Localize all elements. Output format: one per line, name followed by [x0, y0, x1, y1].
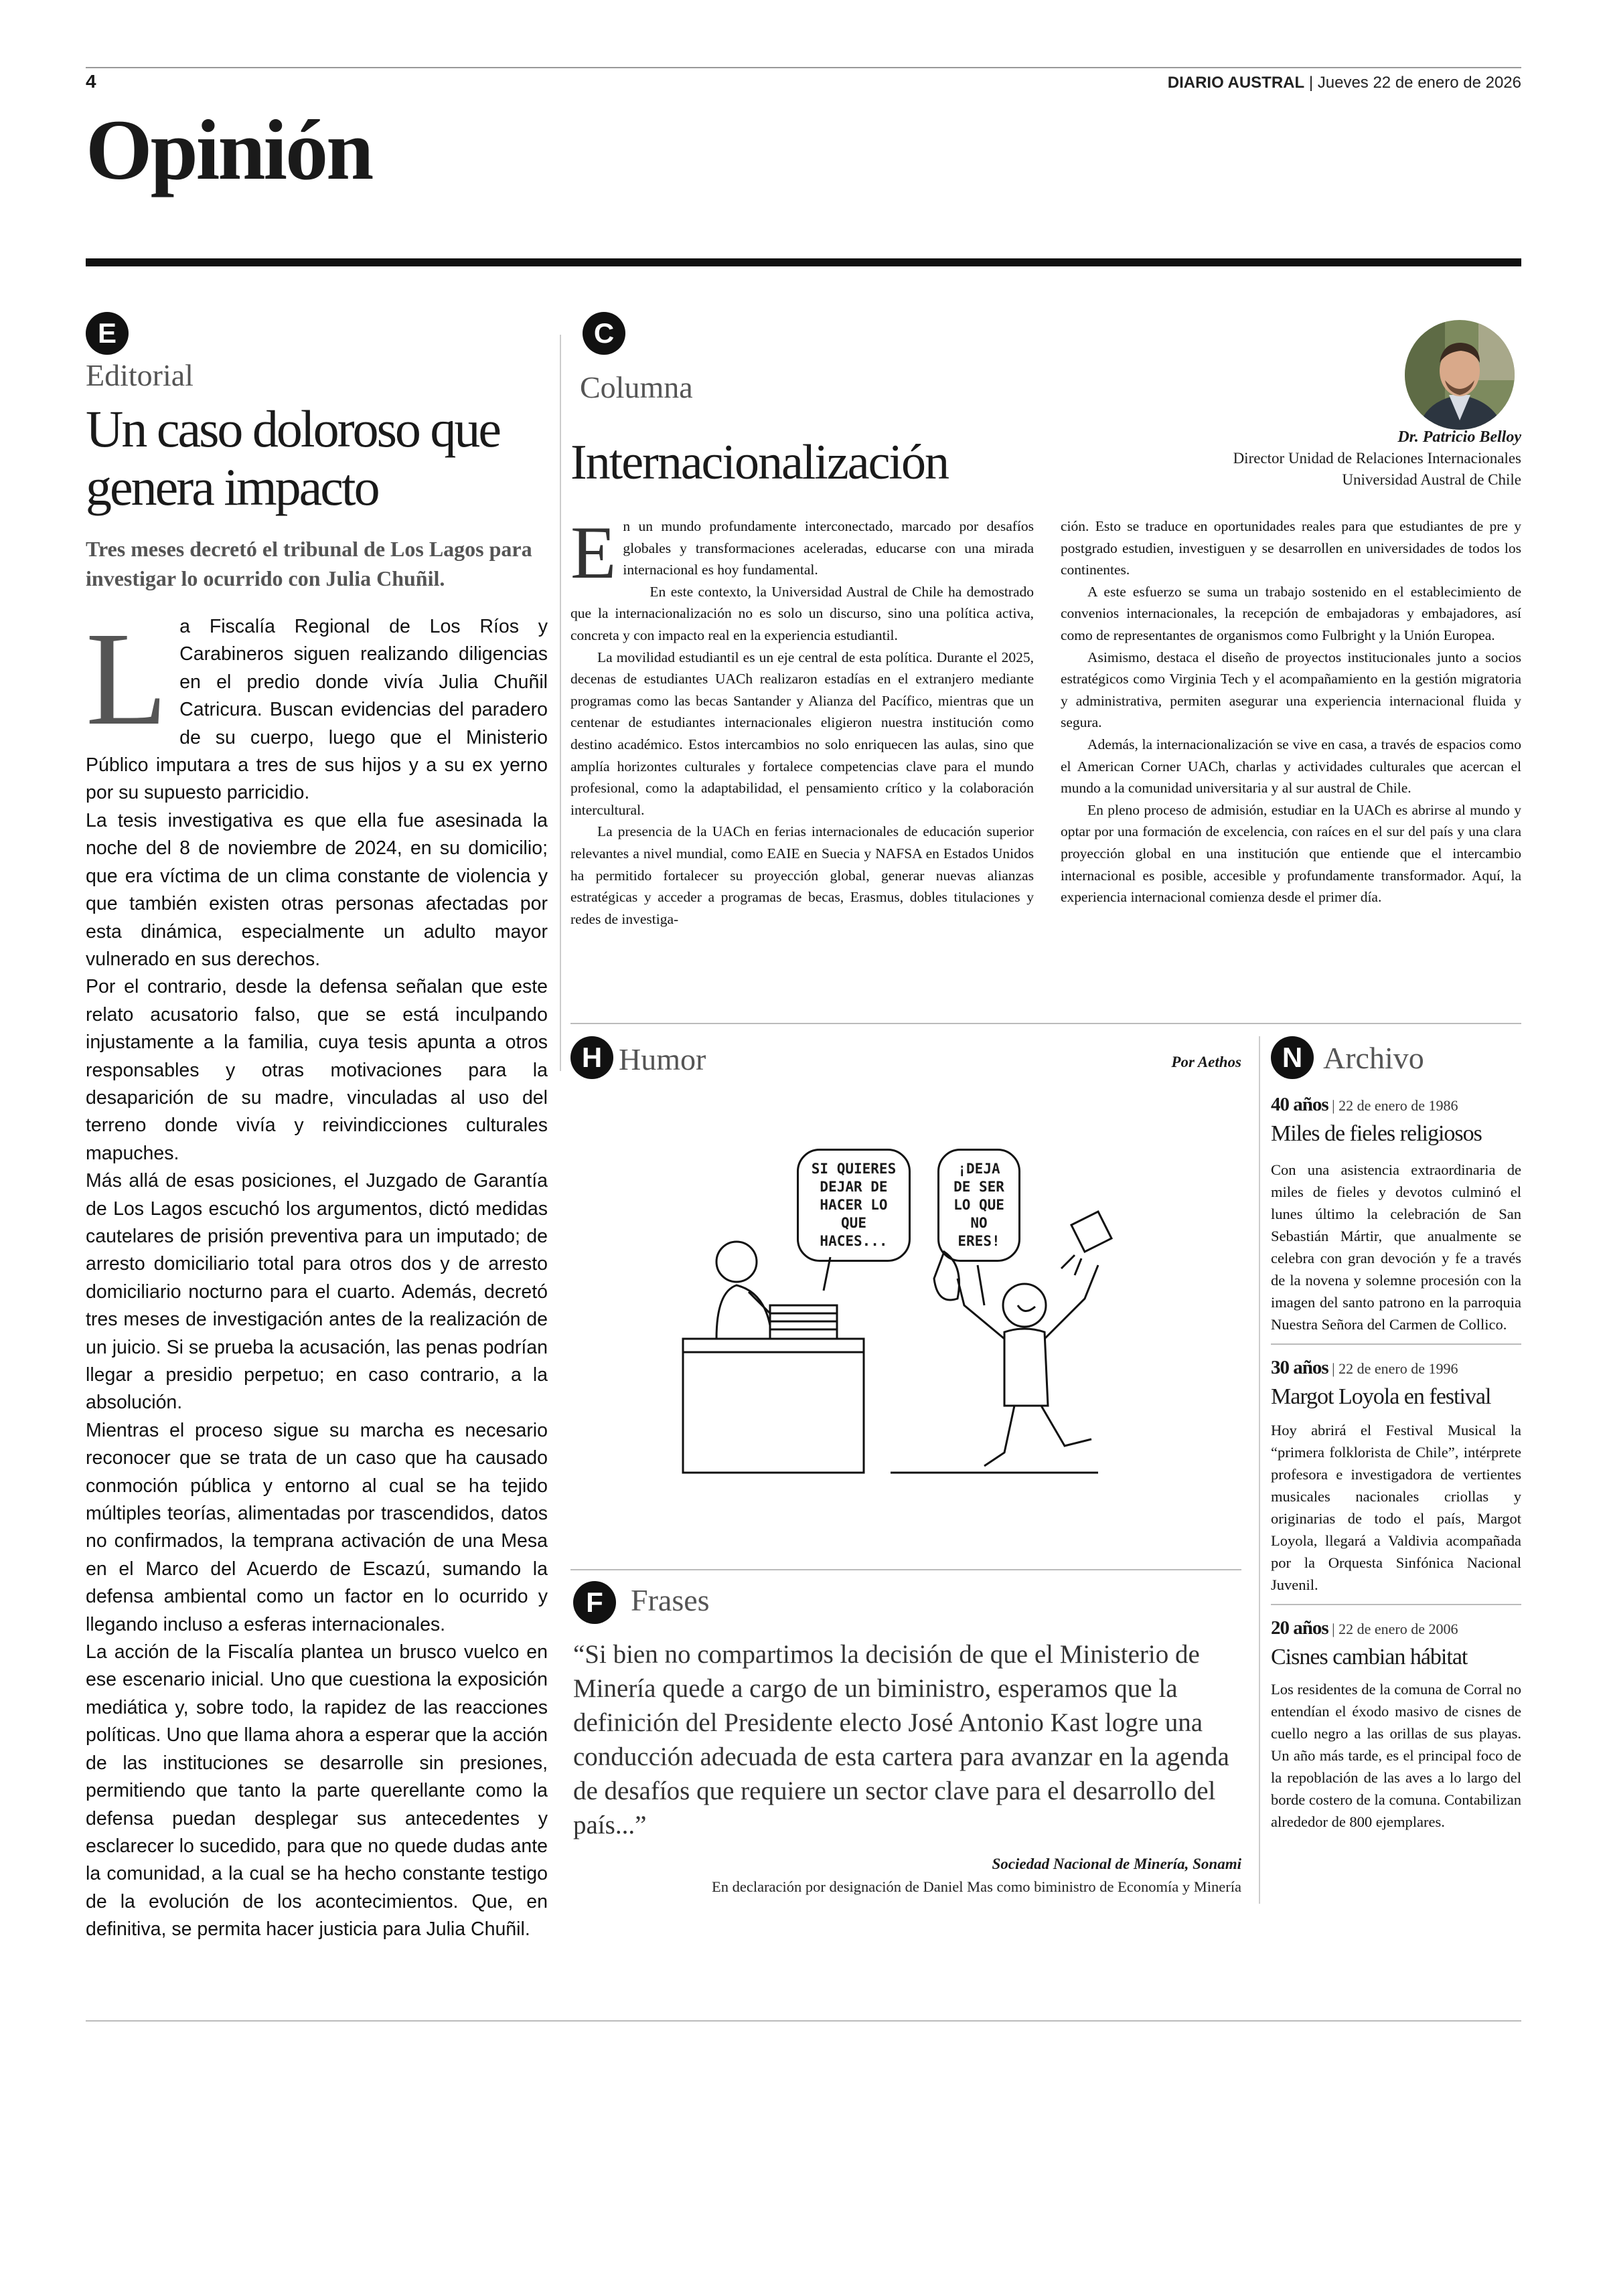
archivo-kicker: Archivo: [1323, 1040, 1424, 1075]
frases-note: En declaración por designación de Daniel Mas como biministro de Economía y Minería: [711, 1878, 1241, 1895]
page-bottom-rule: [86, 2020, 1521, 2022]
archive-headline: Margot Loyola en festival: [1271, 1384, 1491, 1409]
archive-body: Los residentes de la comuna de Corral no entendían el éxodo masivo de cisnes de cuello negro a las orillas de sus playas. Un año más tarde, es el principal foco de la repoblación de las aves a lo largo del borde costero de la comuna. Contabilizan alrededor de 800 ejemplares.: [1271, 1681, 1521, 1830]
column-headline: Internacionalización: [570, 435, 948, 490]
author-name: Dr. Patricio Belloy: [1397, 428, 1521, 446]
bubble-line: HACER LO: [820, 1197, 888, 1213]
cartoon-seated-man: [716, 1242, 757, 1282]
archive-body: Hoy abrirá el Festival Musical la “primera folklorista de Chile”, intérprete profesora e investigadora de vertientes musicales nacionales criollas y originarias de todo el país, Margot Loyola, llegará a Valdivia acompañada por la Orquesta Sinfónica Nacional Juvenil.: [1271, 1422, 1521, 1593]
editorial-headline: Un caso doloroso que genera impacto: [86, 400, 500, 517]
archive-date: 22 de enero de 1986: [1338, 1097, 1458, 1114]
bubble-line: DEJAR DE: [820, 1179, 888, 1195]
cartoon-desk: [683, 1339, 864, 1473]
editorial-deck: Tres meses decretó el tribunal de Los Lagos para investigar lo ocurrido con Julia Chuñil.: [86, 536, 532, 590]
page-number: 4: [86, 71, 96, 92]
column-paragraph: A este esfuerzo se suma un trabajo sostenido en el establecimiento de convenios internacionales, la recepción de embajadoras y embajadores, así como de representantes de organismos como Fulbright y la Unión Europea.: [1061, 583, 1521, 643]
bubble-line: ¡DEJA: [958, 1161, 1000, 1177]
frases-badge: F: [573, 1581, 616, 1624]
archive-rule: [1271, 1343, 1521, 1345]
column-paragraph: Asimismo, destaca el diseño de proyectos institucionales junto a socios estratégicos como Virginia Tech y el acompañamiento en la gestión migratoria y administrativa, permiten asegurar una experiencia internacional fluida y segura.: [1061, 649, 1521, 731]
section-title: Opinión: [86, 102, 372, 197]
bubble-tail-right: [978, 1265, 984, 1305]
archive-date: 22 de enero de 2006: [1338, 1621, 1458, 1637]
humor-cartoon: [670, 1138, 1138, 1513]
column-paragraph: ción. Esto se traduce en oportunidades reales para que estudiantes de pre y postgrado estudien, investiguen y se desarrollen en universidades de todos los continentes.: [1061, 518, 1521, 578]
top-rule: [86, 67, 1521, 68]
archivo-badge: N: [1271, 1036, 1314, 1079]
archive-headline: Miles de fieles religiosos: [1271, 1121, 1482, 1146]
frases-source: Sociedad Nacional de Minería, Sonami: [992, 1856, 1241, 1872]
editorial-paragraph: La acción de la Fiscalía plantea un brusco vuelco en ese escenario inicial. Uno que cuestiona la exposición mediática y, sobre todo, la rapidez de las reacciones políticas. Uno que llama ahora a esperar que la acción de las instituciones se desarrolle sin presiones, permitiendo que tanto la parte querellante como la defensa puedan desplegar sus antecedentes y esclarecer lo sucedido, para que no quede dudas ante la comunidad, a la cual se ha hecho constante testigo de la evolución de los acontecimientos. Que, en definitiva, se permita hacer justicia para Julia Chuñil.: [86, 1641, 548, 1941]
frases-quote: “Si bien no compartimos la decisión de que el Ministerio de Minería quede a cargo de un biministro, esperamos que la definición del Presidente electo José Antonio Kast logre una conducción adecuada de esta cartera para avanzar en la agenda de desafíos que requiere un sector clave para el desarrollo del país...”: [573, 1640, 1229, 1839]
column-paragraph: En este contexto, la Universidad Austral de Chile ha demostrado que la internacionalización no es solo un discurso, sino una política activa, concreta y con impacto real en la experiencia estudiantil.: [570, 583, 1034, 643]
bubble-line: SI QUIERES: [811, 1161, 897, 1177]
bubble-line: LO QUE: [953, 1197, 1004, 1213]
column-badge: C: [583, 312, 625, 355]
column-paragraph: La presencia de la UACh en ferias internacionales de educación superior relevantes a nivel mundial, como EAIE en Suecia y NAFSA en Estados Unidos ha permitido fortalecer su proyección global, generar nuevas alianzas estratégicas y acceder a programas de becas, Erasmus, dobles titulaciones y redes de investiga-: [570, 823, 1034, 927]
bubble-line: QUE HACES...: [820, 1215, 888, 1249]
editorial-paragraph: a Fiscalía Regional de Los Ríos y Carabineros siguen realizando diligencias en el predio donde vivía Julia Chuñil Catricura. Buscan evidencias del paradero de su cuerpo, luego que el Ministerio Público imputara a tres de sus hijos y a su ex yerno por su supuesto parricidio.: [86, 616, 548, 804]
editorial-paragraph: La tesis investigativa es que ella fue asesinada la noche del 8 de noviembre de 2024, en su domicilio; que era víctima de un clima constante de violencia y que también existen otras personas afectadas por esta dinámica, especialmente un adulto mayor vulnerado en sus derechos.: [86, 809, 548, 970]
column-divider: [560, 335, 561, 1071]
archive-years: 40 años: [1271, 1094, 1328, 1115]
archive-item: 20 años | 22 de enero de 2006 Cisnes cambian hábitat Los residentes de la comuna de Corral no entendían el éxodo masivo de cisnes de cuello negro a las orillas de sus playas. Un año más tarde, es el principal foco de la repoblación de las aves a lo largo del borde costero de la comuna. Contabilizan alrededor de 800 ejemplares.: [1271, 1617, 1521, 1833]
column-bottom-rule: [570, 1023, 1521, 1024]
editorial-paragraph: Más allá de esas posiciones, el Juzgado de Garantía de Los Lagos escuchó los argumentos, dictó medidas cautelares de prisión preventiva para un imputado; de arresto domiciliario total para otros dos y de arresto domiciliario nocturno para el cuarto. Además, decretó tres meses de investigación antes de la realización de un juicio. Si se prueba la acusación, las penas podrían llegar a presidio perpetuo; en caso contrario, a la absolución.: [86, 1170, 548, 1414]
bubble-line: DE SER: [953, 1179, 1004, 1195]
archive-years: 20 años: [1271, 1617, 1328, 1639]
column-body-right: [1061, 515, 1521, 908]
archive-divider: [1259, 1036, 1260, 1904]
editorial-dropcap: L: [86, 605, 168, 754]
author-photo: [1405, 320, 1515, 430]
archive-years: 30 años: [1271, 1357, 1328, 1378]
issue-date: Jueves 22 de enero de 2026: [1317, 74, 1521, 92]
newspaper-name: DIARIO AUSTRAL: [1167, 74, 1305, 92]
archive-date: 22 de enero de 1996: [1338, 1360, 1458, 1377]
editorial-kicker: Editorial: [86, 358, 194, 392]
humor-badge: H: [570, 1036, 613, 1079]
masthead: DIARIO AUSTRAL | Jueves 22 de enero de 2026: [1167, 74, 1521, 92]
column-kicker: Columna: [580, 370, 693, 404]
section-rule: [86, 258, 1521, 266]
bubble-tail-left: [824, 1257, 830, 1291]
cartoon-dancing-man: [1003, 1284, 1046, 1327]
editorial-paragraph: Por el contrario, desde la defensa señalan que este relato acusatorio falso, que se está inculpando injustamente a la familia, cuya tesis apunta a otros responsables y otras motivaciones para la desaparición de su madre, vinculadas al uso del terreno donde vivía y reivindicciones culturales mapuches.: [86, 976, 548, 1164]
column-body-left: [570, 511, 1034, 930]
editorial-badge: E: [86, 312, 129, 355]
column-paragraph: n un mundo profundamente interconectado, marcado por desafíos globales y transformaciones aceleradas, educarse con una mirada internacional es hoy fundamental.: [623, 518, 1034, 578]
author-block: [1053, 428, 1521, 491]
archivo: [1271, 1036, 1521, 1833]
humor-credit: Por Aethos: [1171, 1054, 1241, 1070]
frases-kicker: Frases: [631, 1583, 710, 1617]
archive-item: 40 años | 22 de enero de 1986 Miles de fieles religiosos Con una asistencia extraordinaria de miles de fieles y devotos culminó el lunes último la celebración de San Sebastián Mártir, que anualmente se celebra con gran devoción y fe a través de la novena y solemne procesión con la imagen del santo patrono en la parroquia Nuestra Señora del Carmen de Collico.: [1271, 1094, 1521, 1335]
author-affiliation: Universidad Austral de Chile: [1342, 471, 1521, 488]
editorial-paragraph: Mientras el proceso sigue su marcha es necesario reconocer que se trata de un caso que ha causado conmoción pública y entorno al cual se ha tejido múltiples teorías, alimentadas por trascendidos, datos no confirmados, la temprana activación de una Mesa en el Marco del Acuerdo de Escazú, sumando la defensa ambiental como un factor en lo ocurrido y llegando incluso a esferas internacionales.: [86, 1419, 548, 1635]
humor-bottom-rule: [570, 1569, 1241, 1570]
column-paragraph: En pleno proceso de admisión, estudiar en la UACh es abrirse al mundo y optar por una formación de excelencia, con raíces en el sur del país y una clara proyección global en una institución que entiende que el intercambio internacional es posible, accesible y profundamente transformador. Aquí, la experiencia internacional comienza desde el primer día.: [1061, 801, 1521, 906]
column-paragraph: La movilidad estudiantil es un eje central de esta política. Durante el 2025, decenas de estudiantes UACh realizaron estadías en el extranjero mediante programas como las becas Santander y Alianza del Pacífico, mientras que un centenar de estudiantes internacionales eligieron nuestra institución como destino académico. Estos intercambios no solo enriquecen las aulas, sino que amplía horizontes culturales y fortalece competencias clave para el mundo profesional, como la adaptabilidad, el pensamiento crítico y la colaboración intercultural.: [570, 649, 1034, 818]
author-role: Director Unidad de Relaciones Internacionales: [1233, 450, 1521, 467]
humor-kicker: Humor: [619, 1042, 706, 1076]
editorial-body: [86, 605, 548, 1944]
archive-item: 30 años | 22 de enero de 1996 Margot Loyola en festival Hoy abrirá el Festival Musical la “primera folklorista de Chile”, intérprete profesora e investigadora de vertientes musicales nacionales criollas y originarias de todo el país, Margot Loyola, llegará a Valdivia acompañada por la Orquesta Sinfónica Nacional Juvenil.: [1271, 1357, 1521, 1596]
cartoon-drawing: [670, 1138, 1138, 1513]
column-paragraph: Además, la internacionalización se vive en casa, a través de espacios como el American Corner UACh, charlas y actividades culturales que acercan el mundo a la comunidad universitaria y al sur austral de Chile.: [1061, 736, 1521, 797]
editorial: [86, 312, 548, 1944]
column-dropcap: E: [570, 511, 617, 594]
bubble-line: NO ERES!: [958, 1215, 1000, 1249]
archive-headline: Cisnes cambian hábitat: [1271, 1645, 1468, 1669]
archive-rule: [1271, 1604, 1521, 1605]
archive-body: Con una asistencia extraordinaria de miles de fieles y devotos culminó el lunes último la celebración de San Sebastián Mártir, que anualmente se celebra con gran devoción y fe a través de la novena y solemne procesión con la imagen del santo patrono en la parroquia Nuestra Señora del Carmen de Collico.: [1271, 1161, 1521, 1333]
